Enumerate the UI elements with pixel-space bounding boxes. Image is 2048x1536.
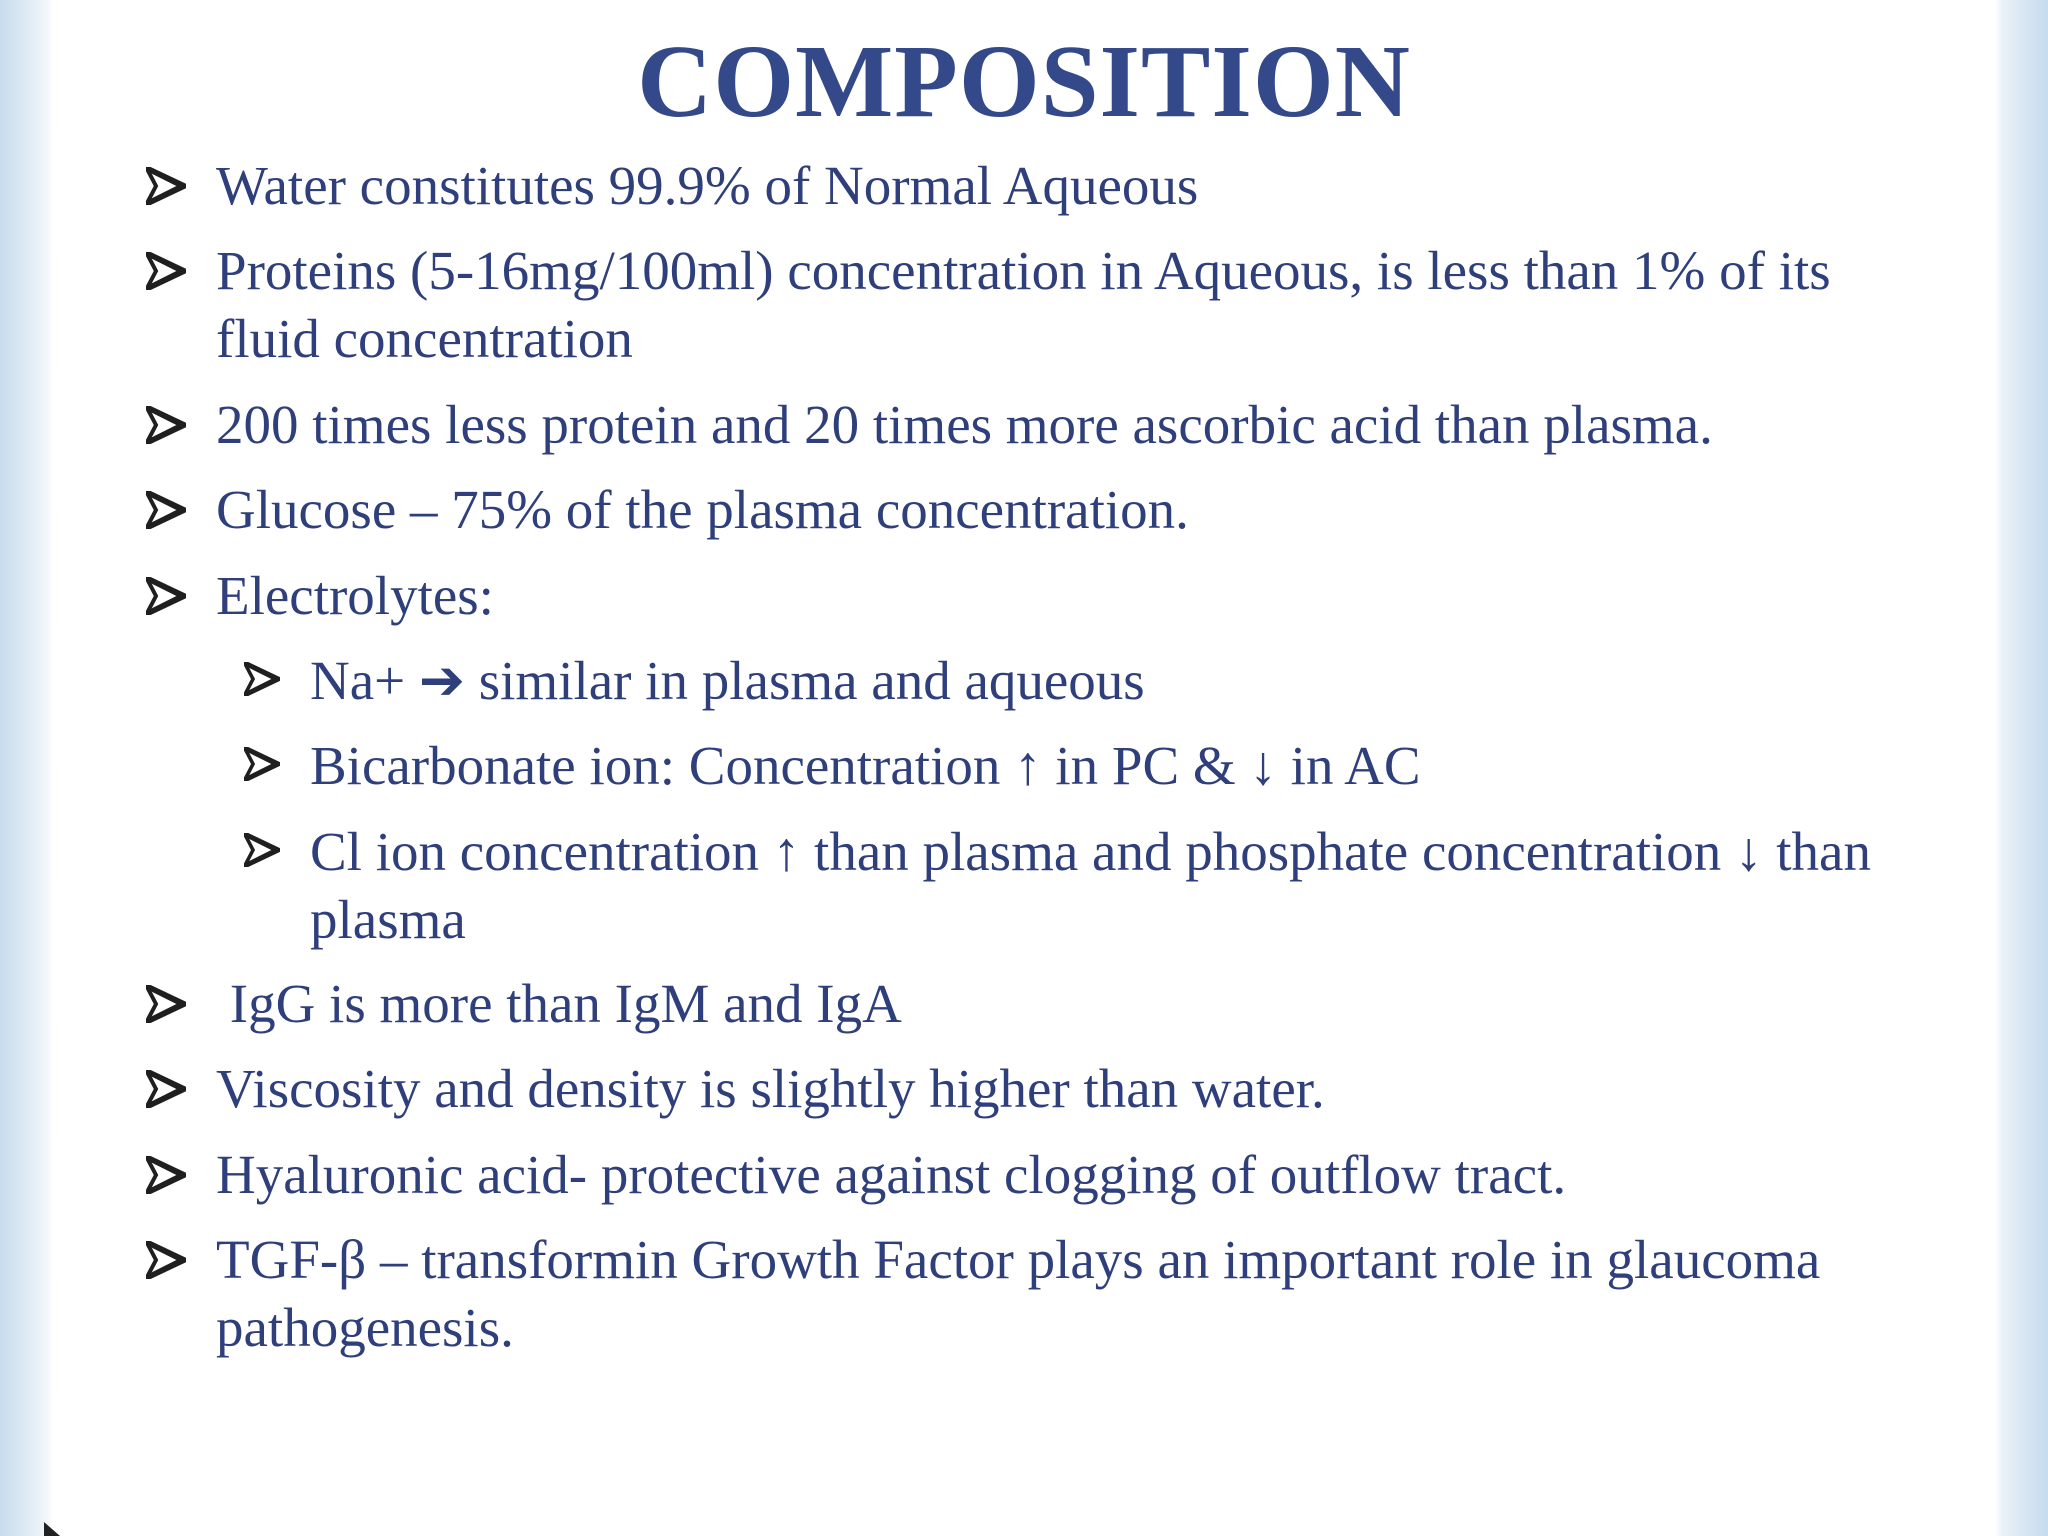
bullet-text: IgG is more than IgM and IgA: [216, 973, 902, 1034]
bullet-text: Electrolytes:: [216, 565, 494, 626]
sub-bullet-text: Bicarbonate ion: Concentration ↑ in PC & ↓ in AC: [310, 735, 1421, 796]
bullet-text: Proteins (5-16mg/100ml) concentration in Aqueous, is less than 1% of its: [216, 240, 1831, 301]
arrowhead-bullet-icon: [146, 1055, 216, 1123]
arrowhead-bullet-icon: [146, 1141, 216, 1209]
arrowhead-bullet-icon: [146, 562, 216, 630]
arrowhead-bullet-icon: [244, 647, 314, 715]
arrowhead-bullet-icon: [146, 1226, 216, 1294]
arrowhead-bullet-icon: [146, 237, 216, 305]
bullet-text: TGF-β – transformin Growth Factor plays an important role in glaucoma: [216, 1229, 1821, 1290]
arrowhead-bullet-icon: [146, 970, 216, 1038]
arrowhead-bullet-icon: [146, 391, 216, 459]
arrowhead-bullet-icon: [146, 476, 216, 544]
bullet-text: Hyaluronic acid- protective against clogging of outflow tract.: [216, 1144, 1567, 1205]
arrowhead-bullet-icon: [244, 732, 314, 800]
sub-bullet-text: Na+ ➔ similar in plasma and aqueous: [310, 650, 1145, 711]
sub-bullet-text: Cl ion concentration ↑ than plasma and phosphate concentration ↓ than: [310, 821, 1871, 882]
bullet-text-continued: fluid concentration: [216, 308, 633, 369]
bullet-text: Water constitutes 99.9% of Normal Aqueous: [216, 155, 1199, 216]
slide-title: COMPOSITION: [637, 24, 1411, 139]
arrowhead-bullet-icon: [146, 152, 216, 220]
bullet-text: Glucose – 75% of the plasma concentration.: [216, 479, 1189, 540]
arrowhead-bullet-icon: [244, 818, 314, 886]
bullet-text: Viscosity and density is slightly higher than water.: [216, 1058, 1325, 1119]
bullet-text-continued: pathogenesis.: [216, 1297, 514, 1358]
bullet-text: 200 times less protein and 20 times more ascorbic acid than plasma.: [216, 394, 1713, 455]
sub-bullet-text-continued: plasma: [310, 889, 466, 950]
